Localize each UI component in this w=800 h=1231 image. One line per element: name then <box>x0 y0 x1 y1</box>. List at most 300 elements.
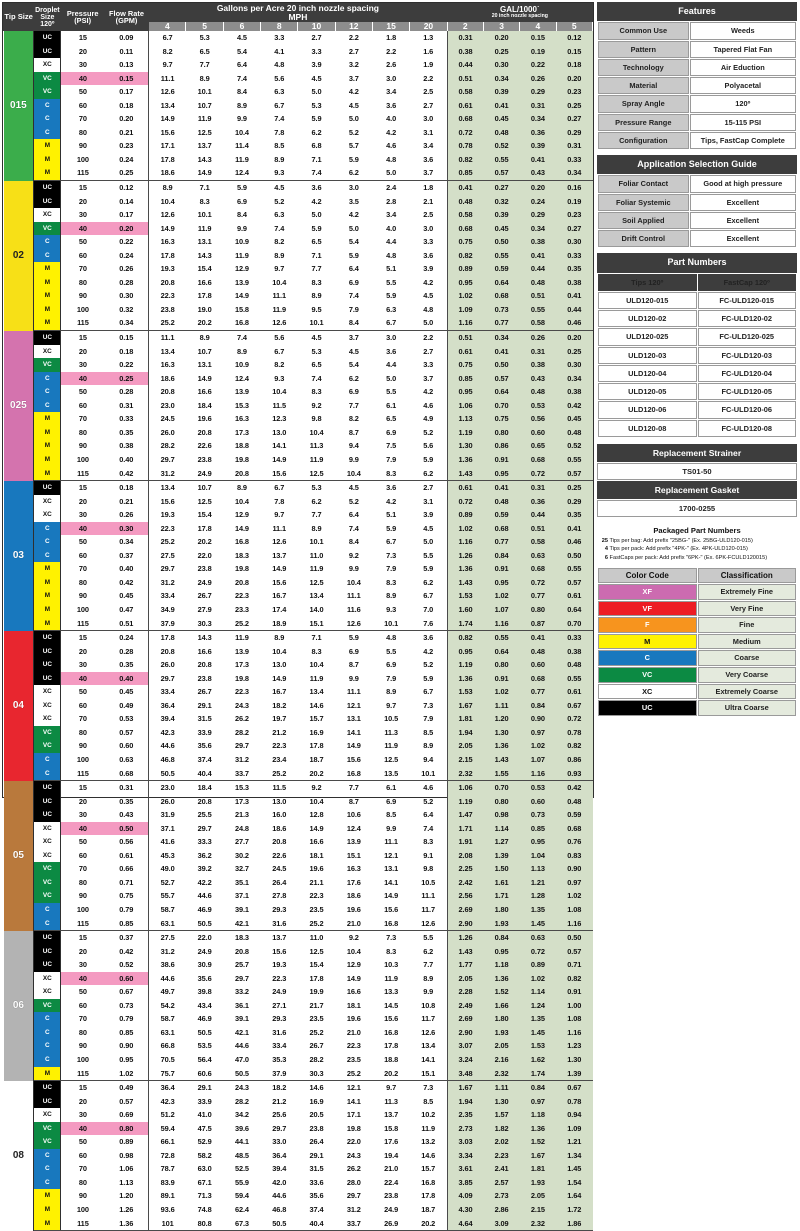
gpa-cell: 44.6 <box>197 891 212 901</box>
gal-per-1000-cell: 0.73 <box>520 808 556 822</box>
pressure-cell: 40 <box>61 822 104 836</box>
table-row <box>4 1108 593 1122</box>
gpa-cell: 15.8 <box>384 1123 399 1133</box>
gal-per-1000-cell: 0.39 <box>483 85 519 99</box>
gal-per-1000-cell: 1.19 <box>447 795 483 809</box>
gal-per-1000-cell: 1.55 <box>483 767 519 781</box>
th-droplet-size: Droplet Size 120º <box>34 4 61 31</box>
gpa-cell: 9.9 <box>348 564 359 574</box>
gpa-cell: 44.6 <box>160 741 175 751</box>
pressure-cell: 15 <box>78 783 87 793</box>
gpa-cell: 6.7 <box>423 591 434 601</box>
gal-per-1000-cell: 1.82 <box>483 1122 519 1136</box>
pressure-cell: 15 <box>78 333 87 343</box>
table-row <box>4 139 593 153</box>
gpa-cell: 30.9 <box>197 960 212 970</box>
gpa-cell: 8.3 <box>386 946 397 956</box>
gal-per-1000-cell: 1.52 <box>520 1135 556 1149</box>
gal-per-1000-cell: 0.39 <box>520 139 556 153</box>
droplet-class-cell: M <box>34 303 61 317</box>
tip-size-cell-025: 025 <box>4 331 34 481</box>
gpa-cell: 7.9 <box>348 304 359 314</box>
gpa-cell: 5.9 <box>348 154 359 164</box>
gal-per-1000-cell: 0.58 <box>447 208 483 222</box>
feature-value: 120º <box>690 95 796 112</box>
gal-per-1000-cell: 0.51 <box>447 331 483 345</box>
gpa-cell: 8.3 <box>423 837 434 847</box>
gpa-cell: 4.8 <box>386 250 397 260</box>
gpa-cell: 27.8 <box>272 891 287 901</box>
legend-color-code: VF <box>598 601 697 617</box>
gpa-cell: 17.3 <box>234 796 249 806</box>
gal-per-1000-cell: 2.56 <box>447 889 483 903</box>
droplet-class-cell: VC <box>34 739 61 753</box>
gpa-cell: 37.4 <box>309 1205 324 1215</box>
gpa-cell: 24.3 <box>234 700 249 710</box>
gal-per-1000-cell: 0.25 <box>556 345 592 359</box>
table-row <box>4 767 593 781</box>
gpa-cell: 9.5 <box>311 304 322 314</box>
gal-per-1000-cell: 0.75 <box>447 235 483 249</box>
gpa-cell: 41.6 <box>160 837 175 847</box>
droplet-class-cell: C <box>34 903 61 917</box>
droplet-class-cell: VC <box>34 222 61 236</box>
gpa-cell: 7.4 <box>274 114 285 124</box>
gpa-cell: 36.1 <box>234 1000 249 1010</box>
gal-per-1000-cell: 1.67 <box>447 699 483 713</box>
gpa-cell: 6.9 <box>386 796 397 806</box>
feature-value: 15-115 PSI <box>690 114 796 131</box>
gpa-cell: 26.7 <box>197 687 212 697</box>
gal-per-1000-cell: 0.85 <box>520 822 556 836</box>
flow-rate-cell: 0.38 <box>104 439 148 453</box>
gpa-cell: 12.6 <box>335 617 372 631</box>
gal-per-1000-cell: 0.78 <box>447 139 483 153</box>
gal-per-1000-cell: 0.95 <box>447 645 483 659</box>
gpa-cell: 27.1 <box>272 1000 287 1010</box>
gpa-cell: 22.3 <box>234 687 249 697</box>
flow-rate-cell: 0.40 <box>104 672 148 686</box>
droplet-class-cell: M <box>34 153 61 167</box>
gal-per-1000-cell: 1.18 <box>483 958 519 972</box>
gpa-cell: 23.3 <box>234 604 249 614</box>
gpa-cell: 22.4 <box>384 1177 399 1187</box>
gpa-cell: 15.6 <box>160 127 175 137</box>
gpa-cell: 9.9 <box>423 987 434 997</box>
gal-per-1000-cell: 0.64 <box>556 603 592 617</box>
gal-per-1000-cell: 0.84 <box>483 931 519 945</box>
gal-per-1000-cell: 0.68 <box>483 289 519 303</box>
gpa-cell: 16.6 <box>309 837 324 847</box>
gpa-cell: 25.2 <box>309 1027 324 1037</box>
gpa-cell: 46.9 <box>197 1014 212 1024</box>
gpa-cell: 8.3 <box>311 646 322 656</box>
table-row <box>4 58 593 72</box>
pressure-cell: 115 <box>61 467 104 481</box>
gpa-cell: 3.0 <box>423 114 434 124</box>
gpa-cell: 4.2 <box>386 127 397 137</box>
gpa-cell: 7.7 <box>311 510 322 520</box>
gpa-cell: 16.6 <box>346 987 361 997</box>
flow-rate-cell: 0.12 <box>104 181 148 195</box>
gal-per-1000-cell: 0.20 <box>483 31 519 45</box>
gpa-cell: 35.1 <box>234 877 249 887</box>
gpa-cell: 16.9 <box>309 1096 324 1106</box>
gpa-cell: 5.9 <box>386 523 397 533</box>
gal-per-1000-cell: 1.16 <box>556 917 592 931</box>
legend-color-code: C <box>598 650 697 666</box>
pressure-cell: 115 <box>61 617 104 631</box>
droplet-class-cell: VC <box>34 889 61 903</box>
gpa-cell: 13.3 <box>384 987 399 997</box>
gpa-cell: 3.7 <box>423 373 434 383</box>
gpa-cell: 13.7 <box>272 933 287 943</box>
table-row <box>4 822 593 836</box>
gal-per-1000-cell: 0.68 <box>520 453 556 467</box>
table-row <box>4 603 593 617</box>
gpa-cell: 5.5 <box>423 933 434 943</box>
flow-rate-cell: 1.02 <box>104 1067 148 1081</box>
flow-rate-cell: 0.35 <box>104 658 148 672</box>
legend-row <box>598 584 796 600</box>
gal-per-1000-cell: 0.36 <box>520 495 556 509</box>
gpa-cell: 9.1 <box>423 850 434 860</box>
gpa-cell: 58.7 <box>160 905 175 914</box>
gpa-cell: 11.1 <box>347 591 361 601</box>
flow-rate-cell: 0.15 <box>104 72 148 86</box>
pressure-cell: 115 <box>61 166 104 180</box>
droplet-class-cell: XC <box>34 699 61 713</box>
packaged-part-numbers-panel <box>597 522 797 562</box>
gpa-cell: 10.7 <box>197 346 212 356</box>
gpa-cell: 31.2 <box>346 1205 361 1215</box>
flow-rate-cell: 0.14 <box>104 195 148 209</box>
table-row <box>4 1189 593 1203</box>
gal-per-1000-cell: 0.38 <box>556 645 592 659</box>
droplet-class-cell: M <box>34 166 61 180</box>
gpa-cell: 27.5 <box>160 550 175 560</box>
fastcap-part-number: FC-ULD120-025 <box>698 328 797 345</box>
gpa-cell: 3.0 <box>423 223 434 233</box>
table-body <box>4 31 593 1231</box>
pressure-cell: 40 <box>61 972 104 986</box>
gpa-cell: 14.9 <box>234 291 249 301</box>
flow-rate-cell: 0.75 <box>104 889 148 903</box>
gpa-cell: 4.5 <box>236 32 247 42</box>
gpa-cell: 25.2 <box>335 1067 372 1081</box>
gal-per-1000-cell: 0.60 <box>520 795 556 809</box>
gal-per-1000-cell: 0.68 <box>447 222 483 236</box>
table-row <box>4 1217 593 1231</box>
gal-per-1000-cell: 1.54 <box>556 1176 592 1190</box>
gpa-cell: 8.2 <box>162 46 173 56</box>
droplet-class-cell: M <box>34 1217 61 1231</box>
pressure-cell: 90 <box>78 441 87 451</box>
gpa-cell: 13.0 <box>272 427 287 437</box>
gal-per-1000-cell: 0.33 <box>556 631 592 645</box>
droplet-class-cell: C <box>34 1176 61 1190</box>
droplet-class-cell: C <box>34 399 61 413</box>
gpa-cell: 7.1 <box>311 633 322 643</box>
gpa-cell: 29.1 <box>197 1083 212 1093</box>
flow-rate-cell: 0.40 <box>104 562 148 576</box>
gpa-cell: 2.8 <box>386 196 397 206</box>
pressure-cell: 20 <box>78 346 87 356</box>
table-row <box>4 862 593 876</box>
gpa-cell: 44.6 <box>272 1191 287 1201</box>
gal-per-1000-cell: 2.05 <box>447 972 483 986</box>
gpa-cell: 26.2 <box>346 1164 361 1174</box>
flow-rate-cell: 0.42 <box>104 467 148 481</box>
gpa-cell: 15.4 <box>197 264 212 274</box>
application-guide-panel <box>597 155 797 248</box>
th-mph-6: 6 <box>223 22 260 31</box>
pressure-cell: 50 <box>78 237 87 247</box>
gpa-cell: 25.2 <box>149 316 186 330</box>
gpa-cell: 4.5 <box>274 183 285 193</box>
gpa-cell: 23.8 <box>160 304 175 314</box>
gpa-cell: 10.8 <box>421 1000 436 1010</box>
gpa-cell: 14.9 <box>346 741 361 751</box>
gal-per-1000-cell: 1.08 <box>556 1012 592 1026</box>
gpa-cell: 29.7 <box>234 741 249 751</box>
gpa-cell: 25.2 <box>223 617 260 631</box>
gal-per-1000-cell: 4.09 <box>447 1189 483 1203</box>
gal-per-1000-cell: 1.36 <box>520 1122 556 1136</box>
flow-rate-cell: 0.67 <box>104 985 148 999</box>
legend-header <box>598 568 796 583</box>
packaged-title: Packaged Part Numbers <box>653 525 741 535</box>
th-mph-10: 10 <box>298 22 335 31</box>
gal-per-1000-cell: 0.48 <box>483 126 519 140</box>
gpa-cell: 14.0 <box>309 604 324 614</box>
gpa-cell: 22.3 <box>160 291 175 301</box>
gpa-cell: 5.9 <box>311 223 322 233</box>
gal-per-1000-cell: 0.22 <box>520 58 556 72</box>
flow-rate-cell: 0.40 <box>104 453 148 467</box>
gpa-cell: 7.3 <box>423 700 434 710</box>
table-row <box>4 467 593 481</box>
gal-per-1000-cell: 0.38 <box>520 358 556 372</box>
tip-part-number: ULD120-015 <box>598 292 697 309</box>
gpa-cell: 16.0 <box>272 810 287 820</box>
pressure-cell: 15 <box>78 33 87 42</box>
gal-per-1000-cell: 0.89 <box>520 958 556 972</box>
gpa-cell: 12.1 <box>346 700 361 710</box>
pressure-cell: 20 <box>78 496 87 506</box>
gal-per-1000-cell: 0.33 <box>556 153 592 167</box>
gal-per-1000-cell: 0.24 <box>520 195 556 209</box>
gpa-cell: 15.4 <box>197 510 212 520</box>
gpa-cell: 21.3 <box>234 810 249 820</box>
legend-classification: Coarse <box>698 650 797 666</box>
gpa-cell: 6.9 <box>348 387 359 397</box>
flow-rate-cell: 0.60 <box>104 972 148 986</box>
gpa-cell: 10.5 <box>421 877 436 887</box>
gpa-cell: 6.5 <box>386 414 397 424</box>
gal-per-1000-cell: 0.72 <box>520 576 556 590</box>
gpa-cell: 19.3 <box>160 510 175 520</box>
tip-size-cell-02: 02 <box>4 181 34 331</box>
tip-size-cell-015: 015 <box>4 31 34 181</box>
gpa-cell: 23.0 <box>160 400 175 410</box>
gpa-cell: 12.5 <box>197 496 212 506</box>
gpa-cell: 20.2 <box>372 1067 409 1081</box>
gal-per-1000-cell: 1.94 <box>447 1095 483 1109</box>
gpa-cell: 33.4 <box>272 1041 287 1051</box>
gal-per-1000-cell: 1.16 <box>483 617 519 631</box>
pressure-cell: 40 <box>61 522 104 536</box>
gpa-cell: 4.4 <box>386 360 397 370</box>
gpa-cell: 6.1 <box>386 400 397 410</box>
gpa-cell: 13.1 <box>197 360 212 370</box>
gpa-cell: 16.8 <box>234 537 249 547</box>
droplet-class-cell: UC <box>34 658 61 672</box>
flow-rate-cell: 1.06 <box>104 1162 148 1176</box>
gpa-cell: 3.1 <box>423 127 434 137</box>
pressure-cell: 60 <box>78 1000 87 1010</box>
gpa-cell: 93.6 <box>160 1205 175 1215</box>
gpa-cell: 18.6 <box>272 823 287 833</box>
gal-per-1000-cell: 0.53 <box>520 399 556 413</box>
pressure-cell: 100 <box>76 154 89 164</box>
gpa-cell: 10.1 <box>197 87 212 97</box>
gpa-cell: 14.6 <box>309 1083 324 1093</box>
gpa-cell: 18.6 <box>160 373 175 383</box>
gal-per-1000-cell: 0.42 <box>556 399 592 413</box>
gpa-cell: 9.3 <box>274 373 285 383</box>
gpa-cell: 27.5 <box>160 933 175 943</box>
gpa-cell: 17.3 <box>234 427 249 437</box>
gal-per-1000-cell: 1.93 <box>483 917 519 931</box>
gpa-cell: 23.8 <box>197 564 212 574</box>
gpa-cell: 19.6 <box>346 1014 361 1024</box>
gpa-cell: 20.8 <box>197 660 212 670</box>
gal-per-1000-cell: 0.38 <box>556 385 592 399</box>
gpa-cell: 28.2 <box>234 727 249 737</box>
gal-per-1000-cell: 1.74 <box>447 617 483 631</box>
gal-per-1000-cell: 0.55 <box>556 562 592 576</box>
gpa-cell: 50.5 <box>186 917 223 931</box>
table-row <box>4 781 593 795</box>
gpa-cell: 11.9 <box>197 114 212 124</box>
gpa-cell: 18.3 <box>234 933 249 943</box>
gpa-cell: 2.2 <box>348 32 359 42</box>
droplet-class-cell: UC <box>34 958 61 972</box>
gpa-cell: 42.3 <box>160 1096 175 1106</box>
gpa-cell: 4.5 <box>423 291 434 301</box>
gpa-cell: 9.8 <box>423 864 434 874</box>
gpa-cell: 12.5 <box>197 127 212 137</box>
gpa-cell: 11.0 <box>309 933 324 943</box>
gpa-cell: 3.6 <box>386 483 397 493</box>
gal-per-1000-cell: 1.72 <box>556 1203 592 1217</box>
gpa-cell: 24.5 <box>272 864 287 874</box>
gpa-cell: 12.4 <box>223 166 260 180</box>
gal-per-1000-cell: 0.86 <box>483 439 519 453</box>
gpa-cell: 17.8 <box>197 523 212 533</box>
gpa-cell: 31.5 <box>309 1164 324 1174</box>
gpa-cell: 12.6 <box>421 1027 436 1037</box>
gal-per-1000-cell: 0.34 <box>520 222 556 236</box>
gpa-cell: 59.4 <box>234 1191 249 1201</box>
gpa-cell: 24.3 <box>346 1150 361 1160</box>
legend-row <box>598 601 796 617</box>
gpa-cell: 5.2 <box>423 427 434 437</box>
gal-per-1000-cell: 0.51 <box>447 72 483 86</box>
gal-per-1000-cell: 0.77 <box>483 316 519 330</box>
application-value: Excellent <box>690 230 796 247</box>
th-gal-3: 3 <box>483 22 519 31</box>
gal-per-1000-cell: 0.26 <box>520 72 556 86</box>
gpa-cell: 14.1 <box>384 877 399 887</box>
table-row <box>4 562 593 576</box>
replacement-strainer-title: Replacement Strainer <box>597 444 797 462</box>
droplet-class-cell: XC <box>34 822 61 836</box>
gpa-cell: 5.9 <box>311 114 322 124</box>
gpa-cell: 8.5 <box>423 727 434 737</box>
gal-per-1000-cell: 1.06 <box>447 781 483 795</box>
fastcap-part-number: FC-ULD120-05 <box>698 383 797 400</box>
gpa-cell: 9.7 <box>162 60 173 70</box>
gpa-cell: 37.9 <box>261 1067 298 1081</box>
gpa-cell: 48.5 <box>234 1150 249 1160</box>
gpa-cell: 8.2 <box>274 360 285 370</box>
gpa-cell: 25.6 <box>272 1110 287 1120</box>
gpa-cell: 14.9 <box>160 114 175 124</box>
pressure-cell: 50 <box>78 687 87 697</box>
gal-per-1000-cell: 2.05 <box>447 739 483 753</box>
gpa-cell: 50.5 <box>197 1027 212 1037</box>
gpa-cell: 17.8 <box>384 1041 399 1051</box>
gpa-cell: 40.4 <box>298 1217 335 1231</box>
gal-per-1000-cell: 0.23 <box>556 85 592 99</box>
gpa-cell: 16.3 <box>160 360 175 370</box>
gal-per-1000-cell: 0.72 <box>447 495 483 509</box>
gpa-cell: 34.9 <box>160 604 175 614</box>
gpa-cell: 31.2 <box>234 754 249 764</box>
gal-per-1000-cell: 3.07 <box>447 1039 483 1053</box>
table-row <box>4 331 593 345</box>
gpa-cell: 15.4 <box>309 960 324 970</box>
gpa-cell: 13.1 <box>197 237 212 247</box>
gal-per-1000-cell: 1.94 <box>447 726 483 740</box>
gpa-cell: 3.1 <box>423 496 434 506</box>
droplet-class-cell: C <box>34 1162 61 1176</box>
table-row <box>4 426 593 440</box>
flow-rate-cell: 0.63 <box>104 753 148 767</box>
th-gal-group <box>447 4 592 22</box>
gal-per-1000-cell: 0.75 <box>483 412 519 426</box>
gal-per-1000-cell: 0.48 <box>520 276 556 290</box>
pressure-cell: 30 <box>78 660 87 670</box>
gpa-cell: 2.7 <box>311 32 322 42</box>
gpa-cell: 5.3 <box>311 100 322 110</box>
gpa-cell: 29.1 <box>309 1150 324 1160</box>
gpa-cell: 2.7 <box>348 46 359 56</box>
gpa-cell: 4.2 <box>423 277 434 287</box>
gpa-cell: 66.1 <box>160 1137 175 1147</box>
gal-per-1000-cell: 0.82 <box>556 739 592 753</box>
gpa-cell: 3.6 <box>423 154 434 164</box>
gpa-cell: 7.7 <box>311 264 322 274</box>
gpa-cell: 5.2 <box>348 127 359 137</box>
pressure-cell: 20 <box>78 796 87 806</box>
gpa-cell: 12.9 <box>234 510 249 520</box>
th-gal-2: 2 <box>447 22 483 31</box>
gal-per-1000-cell: 1.26 <box>447 931 483 945</box>
gpa-cell: 24.9 <box>384 1205 399 1215</box>
